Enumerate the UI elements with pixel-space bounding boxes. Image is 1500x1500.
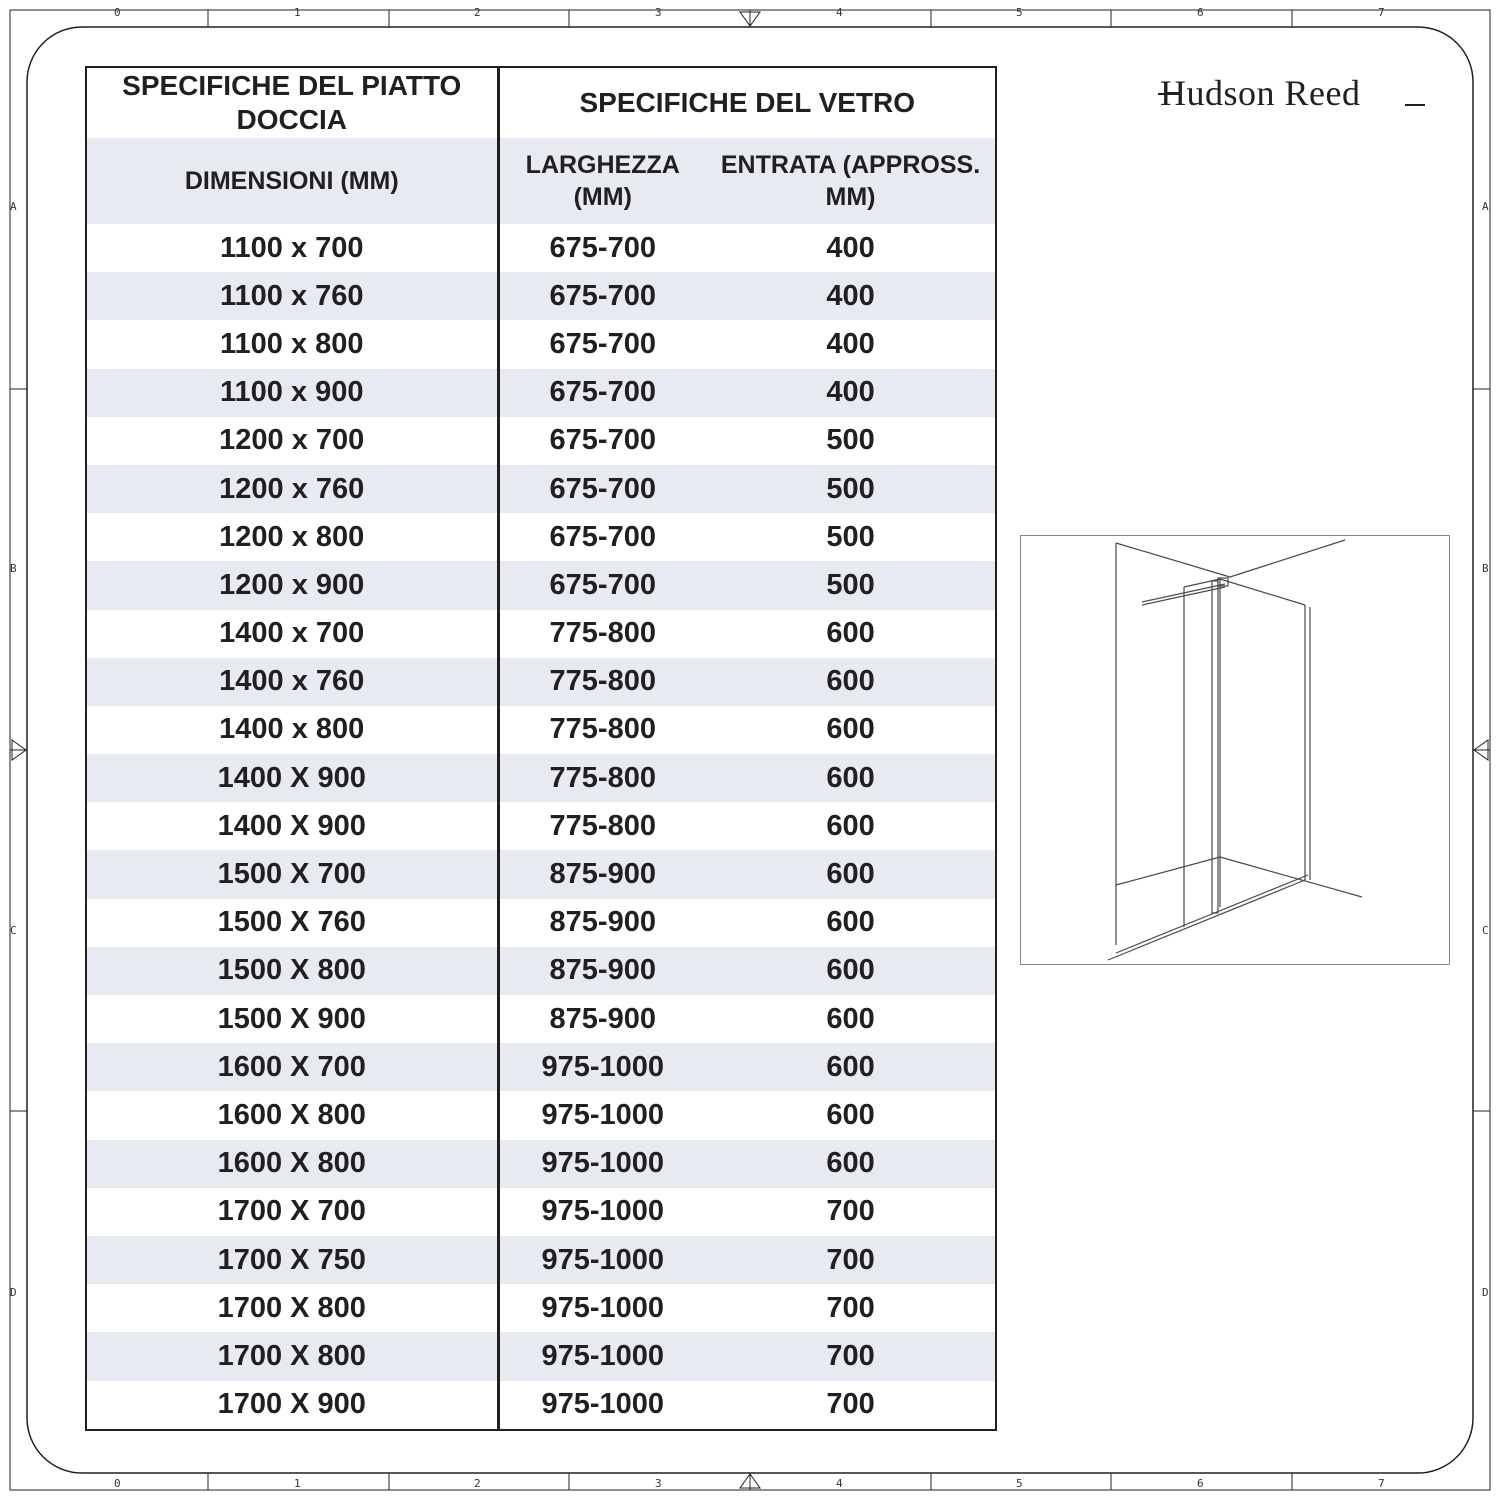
- width-cell: 675-700: [498, 369, 706, 417]
- entry-cell: 400: [706, 369, 996, 417]
- dimension-cell: 1400 x 700: [86, 610, 498, 658]
- table-row: [86, 1284, 996, 1332]
- ruler-column-label: 2: [474, 1477, 481, 1490]
- entry-cell: 500: [706, 465, 996, 513]
- ruler-column-label: 3: [655, 1477, 662, 1490]
- entry-header: ENTRATA (APPROSS. MM): [706, 138, 996, 224]
- table-row: [86, 513, 996, 561]
- ruler-row-label: B: [1482, 562, 1489, 575]
- width-cell: 675-700: [498, 224, 706, 272]
- width-cell: 875-900: [498, 947, 706, 995]
- spec-table: [85, 66, 997, 1431]
- ruler-column-label: 7: [1378, 1477, 1385, 1490]
- entry-cell: 600: [706, 658, 996, 706]
- table-row: [86, 561, 996, 609]
- dimension-cell: 1700 X 800: [86, 1332, 498, 1380]
- glass-spec-header: SPECIFICHE DEL VETRO: [498, 67, 996, 138]
- width-cell: 975-1000: [498, 1236, 706, 1284]
- entry-cell: 600: [706, 754, 996, 802]
- table-row: [86, 802, 996, 850]
- width-cell: 975-1000: [498, 1332, 706, 1380]
- dimension-cell: 1500 X 800: [86, 947, 498, 995]
- entry-cell: 400: [706, 224, 996, 272]
- entry-cell: 600: [706, 1043, 996, 1091]
- brand-logo-underline: [1155, 80, 1435, 120]
- ruler-row-label: D: [10, 1286, 17, 1299]
- table-row: [86, 1236, 996, 1284]
- dimension-cell: 1200 x 900: [86, 561, 498, 609]
- width-cell: 775-800: [498, 610, 706, 658]
- table-row: [86, 465, 996, 513]
- ruler-column-label: 4: [836, 1477, 843, 1490]
- ruler-row-label: B: [10, 562, 17, 575]
- ruler-row-label: C: [1482, 924, 1489, 937]
- width-cell: 975-1000: [498, 1043, 706, 1091]
- width-header: LARGHEZZA (MM): [498, 138, 706, 224]
- ruler-column-label: 3: [655, 6, 662, 19]
- tray-spec-header: SPECIFICHE DEL PIATTO DOCCIA: [86, 67, 498, 138]
- width-cell: 675-700: [498, 465, 706, 513]
- table-row: [86, 995, 996, 1043]
- table-row: [86, 610, 996, 658]
- dimension-cell: 1700 X 800: [86, 1284, 498, 1332]
- ruler-row-label: D: [1482, 1286, 1489, 1299]
- dimension-cell: 1700 X 900: [86, 1381, 498, 1430]
- table-row: [86, 1381, 996, 1430]
- width-cell: 675-700: [498, 513, 706, 561]
- entry-cell: 600: [706, 706, 996, 754]
- table-row: [86, 417, 996, 465]
- width-cell: 875-900: [498, 995, 706, 1043]
- width-cell: 975-1000: [498, 1140, 706, 1188]
- dimension-cell: 1200 x 800: [86, 513, 498, 561]
- entry-cell: 500: [706, 417, 996, 465]
- ruler-column-label: 0: [114, 6, 121, 19]
- entry-cell: 700: [706, 1381, 996, 1430]
- table-row: [86, 224, 996, 272]
- dimension-cell: 1500 X 760: [86, 899, 498, 947]
- dimension-cell: 1200 x 760: [86, 465, 498, 513]
- width-cell: 875-900: [498, 899, 706, 947]
- dimension-cell: 1100 x 700: [86, 224, 498, 272]
- table-row: [86, 1043, 996, 1091]
- entry-cell: 700: [706, 1332, 996, 1380]
- width-cell: 775-800: [498, 706, 706, 754]
- shower-enclosure-diagram: [1020, 535, 1450, 965]
- dimension-cell: 1400 x 760: [86, 658, 498, 706]
- table-row: [86, 706, 996, 754]
- dimension-cell: 1200 x 700: [86, 417, 498, 465]
- entry-cell: 600: [706, 1091, 996, 1139]
- entry-cell: 600: [706, 995, 996, 1043]
- entry-cell: 600: [706, 947, 996, 995]
- spec-table-body: [86, 224, 996, 1430]
- width-cell: 675-700: [498, 417, 706, 465]
- table-row: [86, 658, 996, 706]
- width-cell: 775-800: [498, 658, 706, 706]
- ruler-column-label: 1: [294, 6, 301, 19]
- ruler-column-label: 7: [1378, 6, 1385, 19]
- table-row: [86, 1188, 996, 1236]
- ruler-column-label: 6: [1197, 1477, 1204, 1490]
- dimension-cell: 1700 X 750: [86, 1236, 498, 1284]
- dimension-cell: 1400 X 900: [86, 802, 498, 850]
- width-cell: 675-700: [498, 272, 706, 320]
- width-cell: 975-1000: [498, 1381, 706, 1430]
- width-cell: 775-800: [498, 802, 706, 850]
- entry-cell: 400: [706, 272, 996, 320]
- ruler-column-label: 2: [474, 6, 481, 19]
- brand-logo: Hudson Reed: [1160, 73, 1361, 113]
- entry-cell: 700: [706, 1236, 996, 1284]
- table-row: [86, 899, 996, 947]
- ruler-row-label: A: [1482, 200, 1489, 213]
- dimension-cell: 1600 X 700: [86, 1043, 498, 1091]
- width-cell: 975-1000: [498, 1091, 706, 1139]
- width-cell: 975-1000: [498, 1284, 706, 1332]
- ruler-column-label: 4: [836, 6, 843, 19]
- dimension-cell: 1700 X 700: [86, 1188, 498, 1236]
- ruler-column-label: 5: [1016, 6, 1023, 19]
- width-cell: 675-700: [498, 320, 706, 368]
- dimension-cell: 1100 x 760: [86, 272, 498, 320]
- width-cell: 975-1000: [498, 1188, 706, 1236]
- entry-cell: 500: [706, 561, 996, 609]
- table-row: [86, 1091, 996, 1139]
- width-cell: 875-900: [498, 850, 706, 898]
- ruler-row-label: C: [10, 924, 17, 937]
- entry-cell: 600: [706, 802, 996, 850]
- ruler-column-label: 0: [114, 1477, 121, 1490]
- dimension-cell: 1100 x 900: [86, 369, 498, 417]
- table-row: [86, 947, 996, 995]
- table-row: [86, 369, 996, 417]
- entry-cell: 600: [706, 610, 996, 658]
- dimension-cell: 1500 X 700: [86, 850, 498, 898]
- dimension-cell: 1400 X 900: [86, 754, 498, 802]
- entry-cell: 600: [706, 850, 996, 898]
- table-row: [86, 754, 996, 802]
- table-row: [86, 272, 996, 320]
- entry-cell: 600: [706, 899, 996, 947]
- table-row: [86, 1332, 996, 1380]
- ruler-column-label: 5: [1016, 1477, 1023, 1490]
- table-row: [86, 850, 996, 898]
- entry-cell: 500: [706, 513, 996, 561]
- width-cell: 675-700: [498, 561, 706, 609]
- ruler-column-label: 6: [1197, 6, 1204, 19]
- dimension-cell: 1100 x 800: [86, 320, 498, 368]
- entry-cell: 600: [706, 1140, 996, 1188]
- ruler-row-label: A: [10, 200, 17, 213]
- dimension-cell: 1400 x 800: [86, 706, 498, 754]
- width-cell: 775-800: [498, 754, 706, 802]
- entry-cell: 400: [706, 320, 996, 368]
- entry-cell: 700: [706, 1284, 996, 1332]
- entry-cell: 700: [706, 1188, 996, 1236]
- dimensions-header: DIMENSIONI (MM): [86, 138, 498, 224]
- table-row: [86, 320, 996, 368]
- ruler-column-label: 1: [294, 1477, 301, 1490]
- dimension-cell: 1600 X 800: [86, 1140, 498, 1188]
- dimension-cell: 1500 X 900: [86, 995, 498, 1043]
- dimension-cell: 1600 X 800: [86, 1091, 498, 1139]
- table-row: [86, 1140, 996, 1188]
